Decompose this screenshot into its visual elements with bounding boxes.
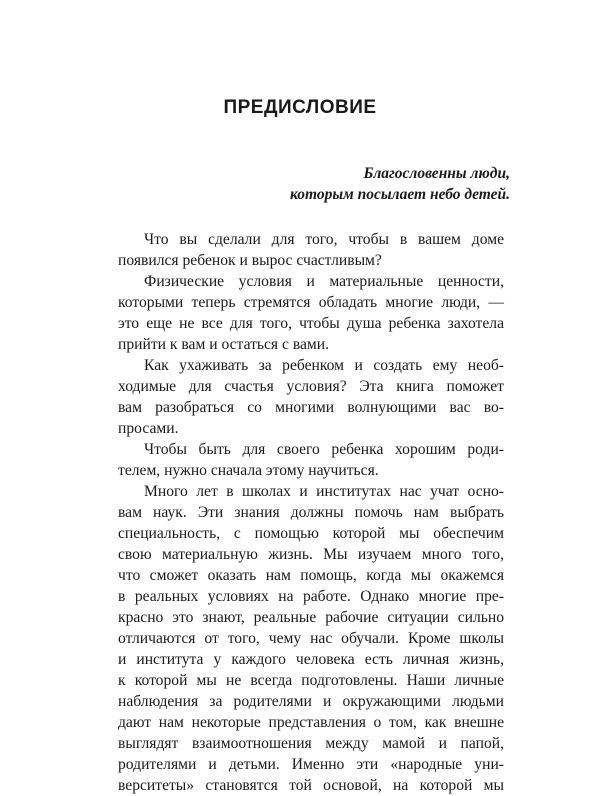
text-line: Что вы сделали для того, чтобы в вашем доме	[144, 231, 504, 248]
text-line: красно это знают, реальные рабочие ситуации сильно	[118, 609, 504, 626]
page-title: ПРЕДИСЛОВИЕ	[223, 97, 377, 118]
text-line: что сможет оказать нам помощь, когда мы окажемся	[118, 567, 504, 584]
epigraph	[90, 163, 510, 205]
text-line: это еще не все для того, чтобы душа ребенка захотела	[118, 315, 504, 332]
text-line: дают нам некоторые представления о том, как внешне	[118, 714, 504, 731]
text-line: выглядят взаимоотношения между мамой и папой,	[118, 735, 504, 752]
text-line: Как ухаживать за ребенком и создать ему необ-	[144, 357, 504, 374]
text-line: Много лет в школах и институтах нас учат осно-	[144, 483, 504, 500]
text-line: которыми теперь стремятся обладать многие люди, —	[118, 294, 504, 311]
epigraph-line: Благословенны люди,	[363, 165, 510, 182]
text-line: телем, нужно сначала этому научиться.	[118, 462, 379, 479]
text-line: отличаются от того, чему нас обучали. Кроме школы	[118, 630, 504, 647]
text-line: наблюдения за родителями и окружающими людьми	[118, 693, 504, 710]
text-line: специальность, с помощью которой мы обеспечим	[118, 525, 504, 542]
text-line: Чтобы быть для своего ребенка хорошим роди-	[144, 441, 504, 458]
text-line: Физические условия и материальные ценности,	[144, 273, 504, 290]
text-line: родителями и детьми. Именно эти «народные уни-	[118, 756, 504, 773]
text-line: и института у каждого человека есть личная жизнь,	[118, 651, 504, 668]
text-line: в реальных условиях на работе. Однако многие пре-	[118, 588, 504, 605]
body-text	[118, 229, 504, 796]
text-line: вам наук. Эти знания должны помочь нам выбрать	[118, 504, 504, 521]
text-line: появился ребенок и вырос счастливым?	[118, 252, 382, 269]
text-line: прийти к вам и остаться с вами.	[118, 336, 330, 353]
text-line: к которой мы не всегда подготовлены. Наши личные	[118, 672, 504, 689]
epigraph-line: которым посылает небо детей.	[290, 186, 510, 203]
text-line: свою материальную жизнь. Мы изучаем много того,	[118, 546, 504, 563]
text-line: верситеты» становятся той основой, на которой мы	[118, 777, 504, 794]
text-line: ходимые для счастья условия? Эта книга поможет	[118, 378, 504, 395]
text-line: просами.	[118, 420, 179, 437]
text-line: вам разобраться со многими волнующими вас во-	[118, 399, 504, 416]
